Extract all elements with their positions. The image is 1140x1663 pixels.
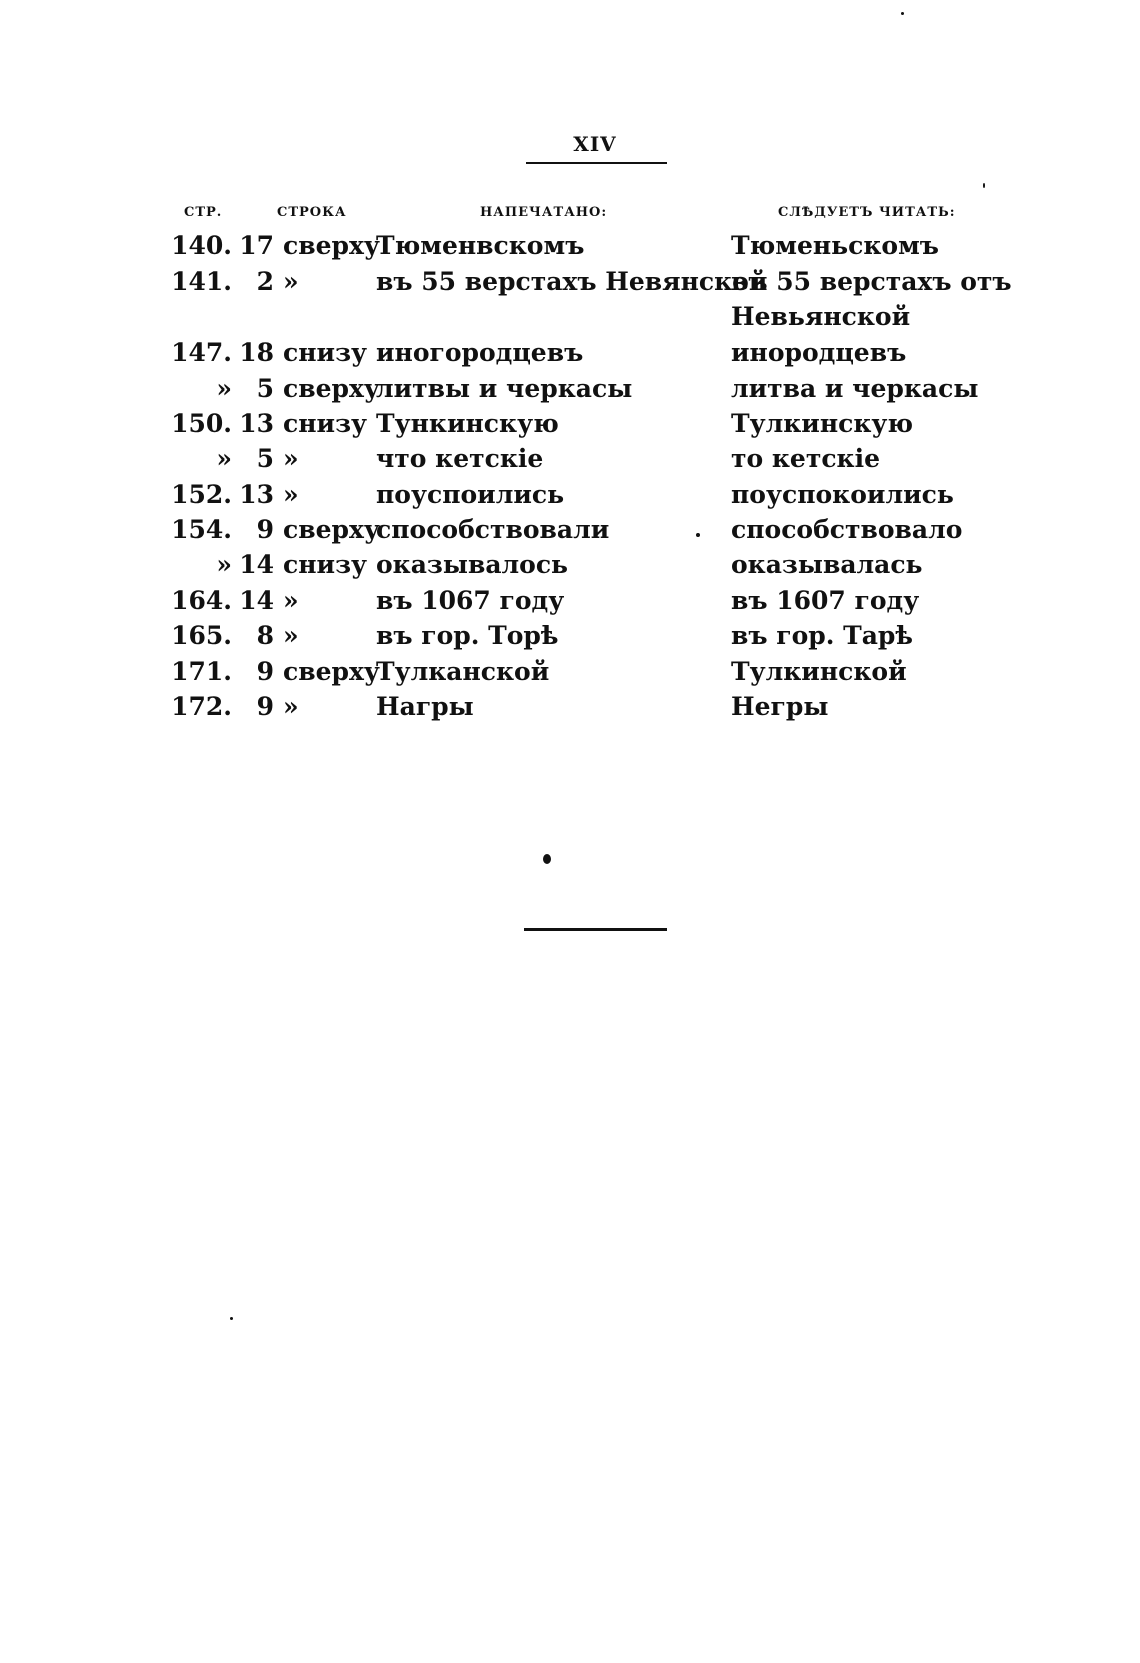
row-read: Тулкинской: [731, 657, 907, 686]
errata-row: [0, 583, 1140, 619]
row-read: Негры: [731, 692, 829, 721]
row-line: 13: [239, 480, 274, 509]
row-position: »: [283, 586, 299, 615]
scan-speck: [983, 183, 985, 188]
errata-row: [0, 335, 1140, 371]
row-read-continuation: Невьянской: [731, 302, 911, 331]
row-read: въ гор. Тарѣ: [731, 621, 913, 650]
column-header-read: СЛѢДУЕТЪ ЧИТАТЬ:: [778, 205, 956, 220]
row-line: 8: [256, 621, 274, 650]
row-read: способствовало: [731, 515, 963, 544]
row-position: »: [283, 480, 299, 509]
row-line: 5: [256, 444, 274, 473]
row-printed: въ 55 верстахъ Невянской: [376, 267, 768, 296]
row-read: оказывалась: [731, 550, 923, 579]
row-line: 2: [256, 267, 274, 296]
row-line: 5: [256, 374, 274, 403]
row-position: сверху: [283, 374, 380, 403]
row-position: »: [283, 621, 299, 650]
row-position: сверху: [283, 657, 380, 686]
row-printed: Тулканской: [376, 657, 550, 686]
row-printed: Тюменвскомъ: [376, 231, 585, 260]
row-line: 13: [239, 409, 274, 438]
row-position: сверху: [283, 515, 380, 544]
errata-row: [0, 618, 1140, 654]
row-page: 140.: [171, 231, 232, 260]
errata-row: [0, 228, 1140, 264]
row-line: 9: [256, 515, 274, 544]
row-page: 141.: [171, 267, 232, 296]
footer-rule: [524, 928, 667, 931]
errata-row-continuation: [0, 299, 1140, 335]
errata-row: [0, 441, 1140, 477]
row-position: »: [283, 267, 299, 296]
row-read: поуспокоились: [731, 480, 954, 509]
row-page: »: [216, 444, 232, 473]
row-page: »: [216, 550, 232, 579]
errata-row: [0, 477, 1140, 513]
column-header-line: СТРОКА: [277, 205, 347, 220]
row-line: 14: [239, 550, 274, 579]
row-page: 165.: [171, 621, 232, 650]
row-position: »: [283, 692, 299, 721]
row-printed: поуспоились: [376, 480, 565, 509]
row-read: то кетскіе: [731, 444, 880, 473]
row-printed: въ гор. Торѣ: [376, 621, 559, 650]
row-printed: Тункинскую: [376, 409, 559, 438]
row-position: сверху: [283, 231, 380, 260]
row-position: »: [283, 444, 299, 473]
errata-row: [0, 689, 1140, 725]
row-printed: иногородцевъ: [376, 338, 584, 367]
scan-speck: [901, 12, 904, 15]
row-read: въ 1607 году: [731, 586, 920, 615]
row-page: 164.: [171, 586, 232, 615]
row-page: 171.: [171, 657, 232, 686]
errata-row: [0, 654, 1140, 690]
row-printed: оказывалось: [376, 550, 569, 579]
row-read: Тулкинскую: [731, 409, 914, 438]
scan-speck: [543, 854, 551, 864]
row-read: въ 55 верстахъ отъ: [731, 267, 1012, 296]
row-page: 172.: [171, 692, 232, 721]
errata-row: [0, 406, 1140, 442]
row-line: 9: [256, 657, 274, 686]
row-printed: въ 1067 году: [376, 586, 565, 615]
errata-row: [0, 371, 1140, 407]
row-line: 9: [256, 692, 274, 721]
row-read: литва и черкасы: [731, 374, 979, 403]
row-page: 152.: [171, 480, 232, 509]
row-printed: способствовали: [376, 515, 610, 544]
row-printed: Нагры: [376, 692, 474, 721]
column-header-page: СТР.: [184, 205, 223, 220]
scan-speck: [696, 533, 700, 537]
row-position: снизу: [283, 550, 368, 579]
row-printed: литвы и черкасы: [376, 374, 633, 403]
row-printed: что кетскіе: [376, 444, 544, 473]
row-line: 17: [239, 231, 274, 260]
row-page: 147.: [171, 338, 232, 367]
scan-speck: [230, 1317, 233, 1320]
errata-row: [0, 512, 1140, 548]
row-line: 14: [239, 586, 274, 615]
errata-row: [0, 547, 1140, 583]
row-read: инородцевъ: [731, 338, 907, 367]
header-rule: [526, 162, 667, 164]
column-header-printed: НАПЕЧАТАНО:: [480, 205, 608, 220]
row-read: Тюменьскомъ: [731, 231, 939, 260]
row-page: »: [216, 374, 232, 403]
row-position: снизу: [283, 338, 368, 367]
row-position: снизу: [283, 409, 368, 438]
row-line: 18: [239, 338, 274, 367]
errata-row: [0, 264, 1140, 300]
page-number: XIV: [573, 132, 617, 156]
row-page: 150.: [171, 409, 232, 438]
row-page: 154.: [171, 515, 232, 544]
